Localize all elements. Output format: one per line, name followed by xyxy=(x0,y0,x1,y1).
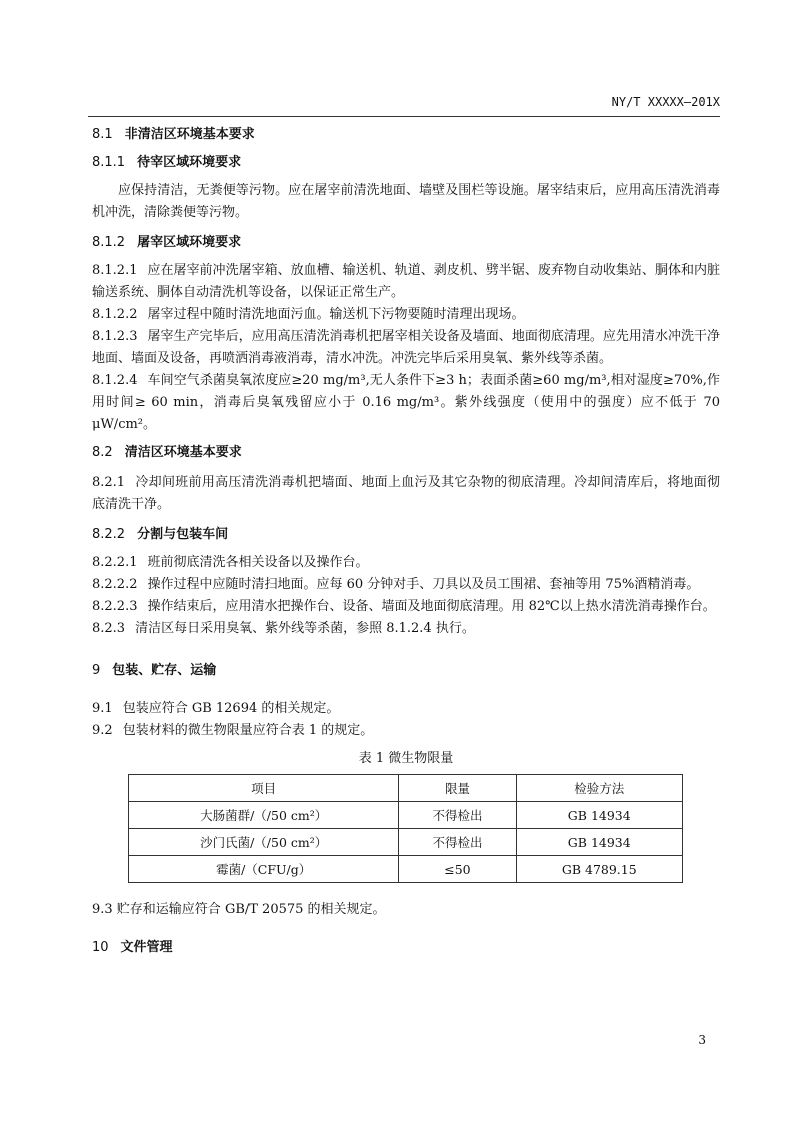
table-header-cell: 项目 xyxy=(129,775,399,802)
table-title: 表 1 微生物限量 xyxy=(358,751,454,766)
clause-8-2-2-2 xyxy=(92,574,720,596)
clause-number: 8.1.2.2 xyxy=(92,307,138,322)
section-number: 8.1.1 xyxy=(92,155,126,170)
clause-text: 操作过程中应随时清扫地面。应每 60 分钟对手、刀具以及员工围裙、套袖等用 75%酒精消毒。 xyxy=(147,577,700,592)
clause-9-3: 9.3 贮存和运输应符合 GB/T 20575 的相关规定。 xyxy=(92,902,386,917)
standard-code: NY/T XXXXX—201X xyxy=(611,95,720,109)
section-number: 8.1 xyxy=(92,127,113,142)
table-cell: 不得检出 xyxy=(399,802,516,829)
clause-number: 8.2.2.2 xyxy=(92,577,138,592)
table-cell: 不得检出 xyxy=(399,829,516,856)
table-cell: 沙门氏菌/（/50 cm²） xyxy=(129,829,399,856)
section-title: 分割与包装车间 xyxy=(137,527,229,542)
section-9-heading xyxy=(92,660,720,682)
section-title: 文件管理 xyxy=(120,940,173,955)
section-number: 8.1.2 xyxy=(92,235,126,250)
clause-text: 车间空气杀菌臭氧浓度应≥20 mg/m³,无人条件下≥3 h；表面杀菌≥60 mg/m³,相对湿度≥70%,作用时间≥ 60 min，消毒后臭氧残留应小于 0.16 mg/m³。紫外线强度（使用中的强度）应不低于 70 μW/cm²。 xyxy=(92,373,720,432)
clause-9-1 xyxy=(92,698,720,720)
clause-text: 包装材料的微生物限量应符合表 1 的规定。 xyxy=(122,723,374,738)
clause-number: 9.1 xyxy=(92,701,113,716)
section-number: 9 xyxy=(92,663,101,678)
clause-8-1-2-2 xyxy=(92,304,720,326)
clause-9-2 xyxy=(92,720,720,742)
section-8-1-1-text: 应保持清洁，无粪便等污物。应在屠宰前清洗地面、墙壁及围栏等设施。屠宰结束后，应用高压清洗消毒机冲洗，清除粪便等污物。 xyxy=(92,183,720,220)
section-8-1-2-heading xyxy=(92,232,720,254)
table-cell: GB 14934 xyxy=(516,829,682,856)
clause-text: 冷却间班前用高压清洗消毒机把墙面、地面上血污及其它杂物的彻底清理。冷却间清库后，将地面彻底清洗干净。 xyxy=(92,475,720,512)
clause-number: 8.1.2.1 xyxy=(92,263,138,278)
table-header-cell: 检验方法 xyxy=(516,775,682,802)
section-title: 屠宰区域环境要求 xyxy=(137,235,242,250)
clause-number: 8.2.2.3 xyxy=(92,599,138,614)
clause-number: 8.1.2.4 xyxy=(92,373,138,388)
section-title: 清洁区环境基本要求 xyxy=(124,445,242,460)
table-cell: ≤50 xyxy=(399,856,516,883)
clause-text: 屠宰生产完毕后，应用高压清洗消毒机把屠宰相关设备及墙面、地面彻底清理。应先用清水冲洗干净地面、墙面及设备，再喷洒消毒液消毒，清水冲洗。冲洗完毕后采用臭氧、紫外线等杀菌。 xyxy=(92,329,720,366)
clause-number: 8.1.2.3 xyxy=(92,329,138,344)
section-10-heading xyxy=(92,937,720,959)
section-8-2-2-heading xyxy=(92,524,720,546)
page-number: 3 xyxy=(698,1033,706,1047)
table-cell: 霉菌/（CFU/g） xyxy=(129,856,399,883)
table-row xyxy=(129,856,683,883)
section-title: 待宰区域环境要求 xyxy=(137,155,242,170)
table-header-row xyxy=(129,775,683,802)
section-number: 10 xyxy=(92,940,109,955)
table-header-cell: 限量 xyxy=(399,775,516,802)
microbial-limit-table xyxy=(128,774,683,883)
clause-text: 包装应符合 GB 12694 的相关规定。 xyxy=(122,701,340,716)
clause-number: 8.2.3 xyxy=(92,621,126,636)
section-title: 包装、贮存、运输 xyxy=(112,663,217,678)
clause-text: 屠宰过程中随时清洗地面污血。输送机下污物要随时清理出现场。 xyxy=(147,307,525,322)
section-number: 8.2 xyxy=(92,445,113,460)
clause-text: 操作结束后，应用清水把操作台、设备、墙面及地面彻底清理。用 82℃以上热水清洗消毒操作台。 xyxy=(147,599,716,614)
document-body xyxy=(92,124,720,959)
clause-8-2-2-1 xyxy=(92,552,720,574)
clause-8-1-2-4 xyxy=(92,370,720,436)
section-number: 8.2.2 xyxy=(92,527,126,542)
section-title: 非清洁区环境基本要求 xyxy=(124,127,255,142)
table-cell: GB 4789.15 xyxy=(516,856,682,883)
clause-text: 清洁区每日采用臭氧、紫外线等杀菌，参照 8.1.2.4 执行。 xyxy=(135,621,475,636)
clause-number: 8.2.2.1 xyxy=(92,555,138,570)
table-row xyxy=(129,802,683,829)
clause-text: 班前彻底清洗各相关设备以及操作台。 xyxy=(147,555,369,570)
clause-number: 8.2.1 xyxy=(92,475,126,490)
clause-8-2-3 xyxy=(92,618,720,640)
clause-8-1-2-3 xyxy=(92,326,720,370)
clause-8-2-1 xyxy=(92,472,720,516)
section-8-1-heading xyxy=(92,124,720,146)
clause-number: 9.2 xyxy=(92,723,113,738)
table-cell: GB 14934 xyxy=(516,802,682,829)
section-8-2-heading xyxy=(92,442,720,464)
clause-text: 应在屠宰前冲洗屠宰箱、放血槽、输送机、轨道、剥皮机、劈半锯、废弃物自动收集站、胴体和内脏输送系统、胴体自动清洗机等设备，以保证正常生产。 xyxy=(92,263,720,300)
clause-8-1-2-1 xyxy=(92,260,720,304)
table-cell: 大肠菌群/（/50 cm²） xyxy=(129,802,399,829)
header-rule xyxy=(88,116,720,117)
table-row xyxy=(129,829,683,856)
section-8-1-1-heading xyxy=(92,152,720,174)
clause-8-2-2-3 xyxy=(92,596,720,618)
